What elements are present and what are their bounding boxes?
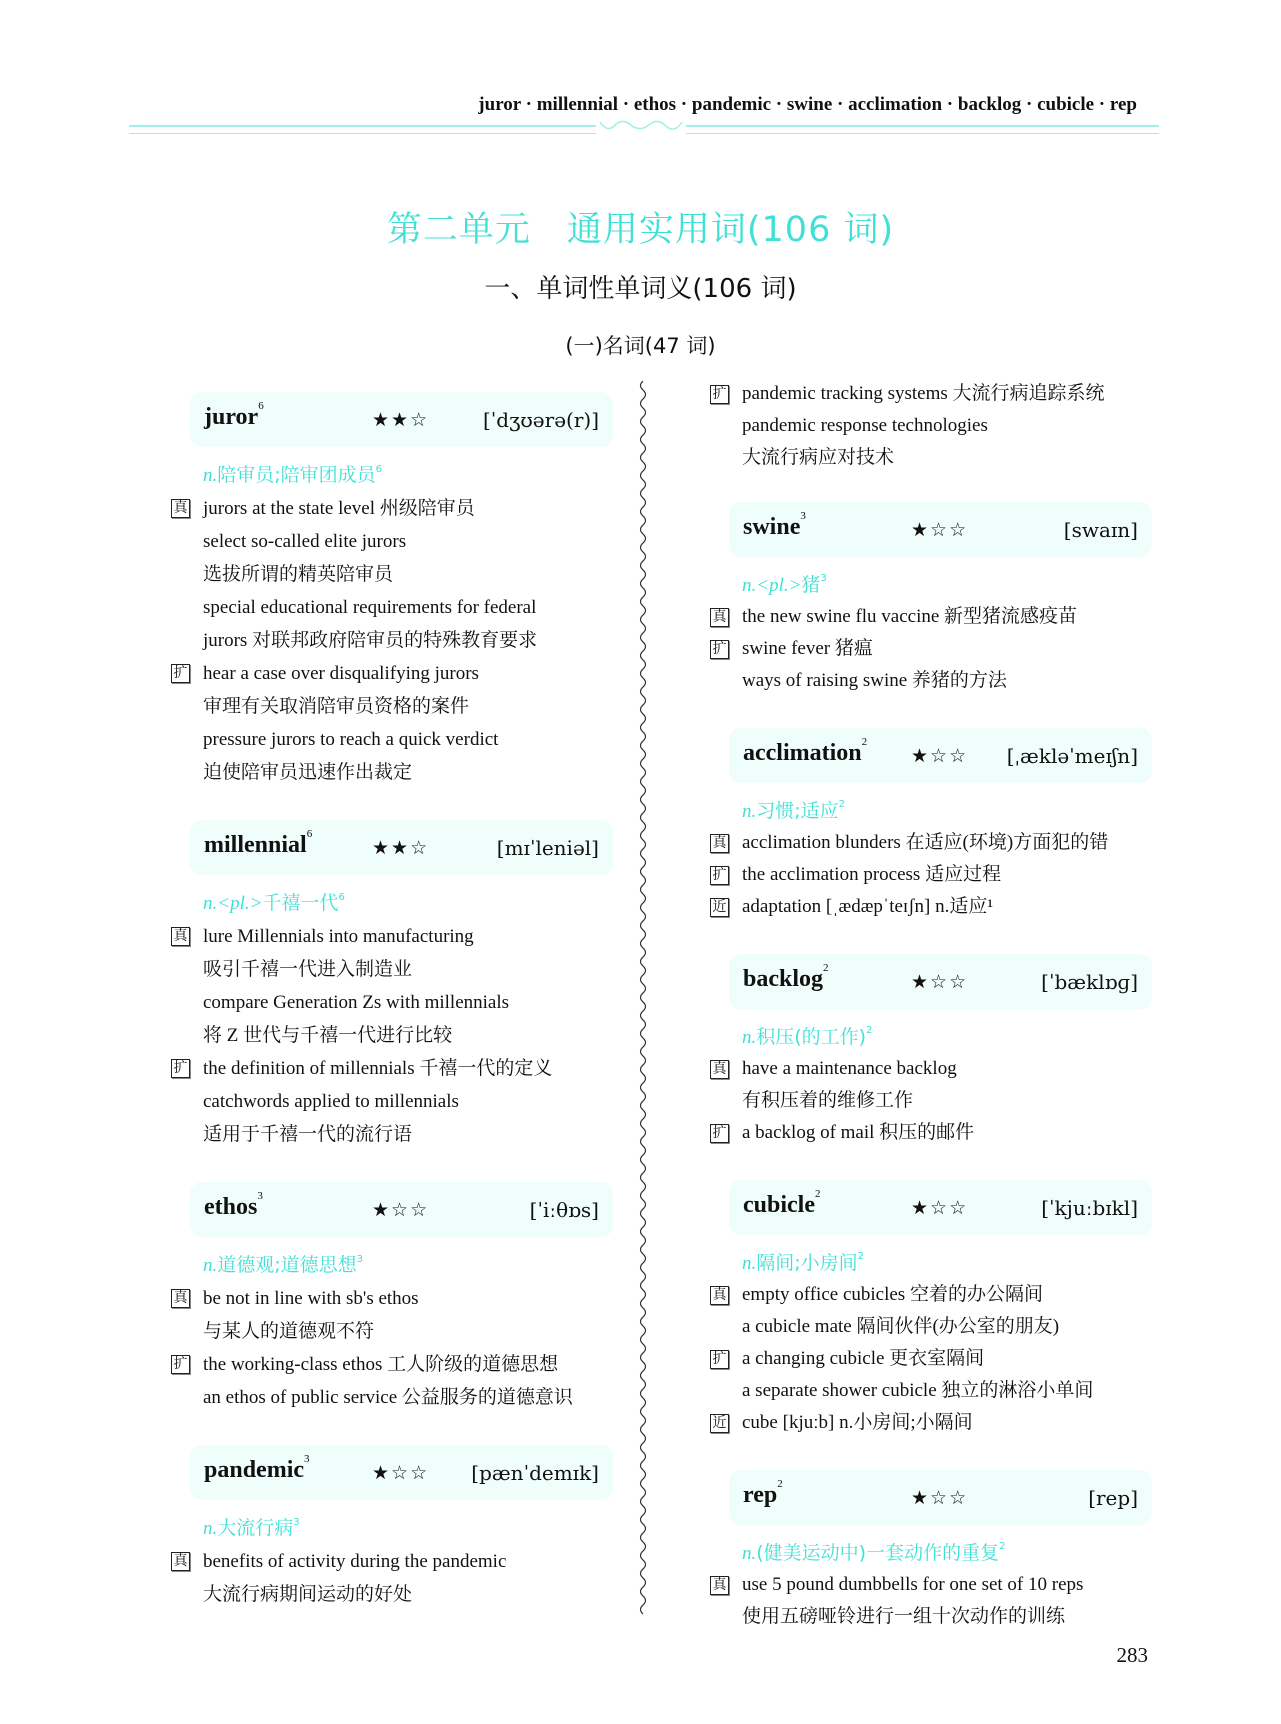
example-line <box>171 1085 621 1118</box>
example-tag-icon: 真 <box>171 1552 190 1571</box>
example-tag-icon: 扩 <box>710 1350 729 1369</box>
running-head: juror · millennial · ethos · pandemic · swine · acclimation · backlog · cubicle · rep <box>478 94 1137 115</box>
example-line <box>171 723 621 756</box>
example-line <box>710 1053 1160 1085</box>
headword <box>204 1453 310 1484</box>
example-text: jurors 对联邦政府陪审员的特殊教育要求 <box>203 630 538 651</box>
example-text: pressure jurors to reach a quick verdict <box>203 729 499 750</box>
definition-frequency: 3 <box>356 1254 364 1265</box>
left-column <box>171 392 621 1642</box>
example-line <box>710 1407 1160 1439</box>
star-rating: ★★☆ <box>372 837 430 859</box>
headword-frequency: 2 <box>823 962 829 974</box>
example-line <box>171 1118 621 1151</box>
example-line <box>710 859 1160 891</box>
headword-frequency: 2 <box>861 736 868 748</box>
example-text: hear a case over disqualifying jurors <box>203 663 479 684</box>
example-text: select so-called elite jurors <box>203 531 407 552</box>
example-line <box>710 891 1160 923</box>
headword-card <box>729 1470 1152 1525</box>
headword-text: rep <box>743 1482 778 1508</box>
headword <box>204 1190 263 1221</box>
example-line <box>171 1578 621 1611</box>
example-line <box>710 665 1160 697</box>
example-tag-icon: 真 <box>171 499 190 518</box>
example-text: 有积压着的维修工作 <box>742 1090 914 1111</box>
example-text: 选拔所谓的精英陪审员 <box>203 564 394 585</box>
definition-text: 隔间;小房间 <box>756 1252 858 1274</box>
headword-frequency: 2 <box>777 1478 783 1490</box>
example-text: a changing cubicle 更衣室隔间 <box>742 1348 985 1369</box>
right-column <box>710 378 1160 1664</box>
word-entry <box>710 728 1160 923</box>
example-text: be not in line with sb's ethos <box>203 1288 419 1309</box>
headword-frequency: 3 <box>800 510 806 522</box>
phonetic: [rep] <box>1088 1486 1138 1510</box>
example-text: swine fever 猪瘟 <box>742 638 873 659</box>
example-line <box>171 1019 621 1052</box>
unit-title: 第二单元 通用实用词(106 词) <box>386 210 895 250</box>
star-rating: ★☆☆ <box>911 1487 969 1509</box>
word-entry <box>710 502 1160 697</box>
headword-card <box>729 728 1152 783</box>
example-line <box>710 442 1160 474</box>
definition-frequency: 6 <box>338 892 345 903</box>
example-line <box>710 1375 1160 1407</box>
example-line <box>171 920 621 953</box>
example-text: 大流行病期间运动的好处 <box>203 1584 413 1605</box>
example-text: the definition of millennials 千禧一代的定义 <box>203 1058 553 1079</box>
headword <box>743 962 829 993</box>
headword-card <box>190 820 613 875</box>
example-line <box>710 633 1160 665</box>
example-text: empty office cubicles 空着的办公隔间 <box>742 1284 1043 1305</box>
headword-text: juror <box>204 404 259 430</box>
headword <box>204 828 313 859</box>
word-entry <box>171 392 621 789</box>
headword-frequency: 2 <box>815 1188 821 1200</box>
example-tag-icon: 真 <box>171 1289 190 1308</box>
example-text: 大流行病应对技术 <box>742 447 895 468</box>
word-entry <box>171 820 621 1151</box>
definition-text: 积压(的工作) <box>756 1026 867 1048</box>
word-entry <box>710 1180 1160 1439</box>
headword-text: millennial <box>204 832 307 858</box>
example-text: ways of raising swine 养猪的方法 <box>742 670 1007 691</box>
phonetic: [ˈiːθɒs] <box>529 1198 599 1222</box>
star-rating: ★☆☆ <box>372 1199 430 1221</box>
star-rating: ★☆☆ <box>911 745 969 767</box>
definition-text: 猪 <box>801 574 821 596</box>
example-text: 使用五磅哑铃进行一组十次动作的训练 <box>742 1606 1066 1627</box>
example-line <box>710 1343 1160 1375</box>
phonetic: [ˈdʒʊərə(r)] <box>483 408 599 432</box>
headword-card <box>729 502 1152 557</box>
headword-card <box>190 1182 613 1237</box>
example-line <box>710 1601 1160 1633</box>
headword-frequency: 3 <box>304 1453 310 1465</box>
headword-text: backlog <box>743 966 824 992</box>
headword <box>743 1478 783 1509</box>
example-text: lure Millennials into manufacturing <box>203 926 474 947</box>
star-rating: ★★☆ <box>372 409 430 431</box>
part-of-speech: n. <box>742 1543 757 1564</box>
example-text: the new swine flu vaccine 新型猪流感疫苗 <box>742 606 1078 627</box>
definition-text: 千禧一代 <box>262 892 339 914</box>
headword-text: ethos <box>204 1194 258 1220</box>
example-text: 适用于千禧一代的流行语 <box>203 1124 413 1145</box>
example-line <box>171 492 621 525</box>
headword-text: pandemic <box>204 1457 305 1483</box>
definition-frequency: 2 <box>999 1541 1006 1552</box>
phonetic: [ˌækləˈmeɪʃn] <box>1006 744 1138 768</box>
part-of-speech: n. <box>203 1255 218 1276</box>
headword-card <box>190 392 613 447</box>
example-line <box>710 1569 1160 1601</box>
definition <box>710 1247 1160 1279</box>
example-tag-icon: 扩 <box>710 1124 729 1143</box>
star-rating: ★☆☆ <box>911 519 969 541</box>
example-line <box>710 1279 1160 1311</box>
example-tag-icon: 真 <box>710 1286 729 1305</box>
headword-text: swine <box>743 514 801 540</box>
example-text: have a maintenance backlog <box>742 1058 957 1079</box>
definition-text: 陪审员;陪审团成员 <box>217 464 376 486</box>
example-tag-icon: 近 <box>710 898 729 917</box>
phonetic: [pænˈdemɪk] <box>471 1461 599 1485</box>
part-of-speech: n.<pl.> <box>203 893 263 914</box>
example-line <box>171 558 621 591</box>
example-line <box>710 378 1160 410</box>
example-text: an ethos of public service 公益服务的道德意识 <box>203 1387 573 1408</box>
example-line <box>710 1085 1160 1117</box>
subtitle: 一、单词性单词义(106 词) <box>484 274 797 304</box>
word-entry <box>710 1470 1160 1633</box>
example-tag-icon: 扩 <box>710 385 729 404</box>
definition-text: 道德观;道德思想 <box>217 1254 357 1276</box>
headword-text: acclimation <box>743 740 862 766</box>
example-tag-icon: 扩 <box>710 640 729 659</box>
part-of-speech: n.<pl.> <box>742 575 802 596</box>
definition-frequency: 6 <box>375 464 383 475</box>
example-text: 与某人的道德观不符 <box>203 1321 375 1342</box>
example-tag-icon: 真 <box>171 927 190 946</box>
example-text: 将 Z 世代与千禧一代进行比较 <box>203 1025 453 1046</box>
example-text: a backlog of mail 积压的邮件 <box>742 1122 975 1143</box>
example-line <box>171 1545 621 1578</box>
headword-frequency: 6 <box>306 828 313 840</box>
word-entry <box>171 1445 621 1611</box>
definition-text: 大流行病 <box>217 1517 294 1539</box>
headword-frequency: 3 <box>257 1190 263 1202</box>
definition-text: 习惯;适应 <box>756 800 839 822</box>
example-tag-icon: 真 <box>710 1060 729 1079</box>
example-text: the working-class ethos 工人阶级的道德思想 <box>203 1354 559 1375</box>
part-of-speech: n. <box>742 1253 757 1274</box>
headword <box>204 400 264 431</box>
headword-card <box>190 1445 613 1500</box>
phonetic: [swaɪn] <box>1063 518 1138 542</box>
example-tag-icon: 扩 <box>171 1059 190 1078</box>
headword-text: cubicle <box>743 1192 815 1218</box>
definition <box>171 887 621 920</box>
example-tag-icon: 扩 <box>171 664 190 683</box>
phonetic: [ˈkjuːbɪkl] <box>1041 1196 1138 1220</box>
example-line <box>171 690 621 723</box>
example-text: catchwords applied to millennials <box>203 1091 459 1112</box>
definition <box>710 1537 1160 1569</box>
example-text: a separate shower cubicle 独立的淋浴小单间 <box>742 1380 1094 1401</box>
example-tag-icon: 近 <box>710 1414 729 1433</box>
example-line <box>171 1282 621 1315</box>
example-line <box>171 1381 621 1414</box>
definition <box>710 569 1160 601</box>
example-text: use 5 pound dumbbells for one set of 10 reps <box>742 1574 1084 1595</box>
example-line <box>171 1052 621 1085</box>
example-line <box>171 1315 621 1348</box>
example-line <box>171 624 621 657</box>
definition-frequency: 3 <box>293 1517 300 1528</box>
word-entry <box>710 954 1160 1149</box>
headword-card <box>729 1180 1152 1235</box>
definition <box>171 459 621 492</box>
part-of-speech: n. <box>742 801 757 822</box>
headword <box>743 1188 821 1219</box>
example-text: pandemic response technologies <box>742 415 988 436</box>
example-line <box>171 657 621 690</box>
example-line <box>710 1311 1160 1343</box>
definition-frequency: 2 <box>857 1251 865 1262</box>
continued-entry <box>710 378 1160 474</box>
example-line <box>171 1348 621 1381</box>
example-line <box>710 827 1160 859</box>
example-text: special educational requirements for federal <box>203 597 537 618</box>
definition-frequency: 3 <box>820 573 827 584</box>
example-line <box>710 601 1160 633</box>
example-line <box>710 410 1160 442</box>
example-tag-icon: 真 <box>710 1576 729 1595</box>
example-text: the acclimation process 适应过程 <box>742 864 1002 885</box>
phonetic: [mɪˈleniəl] <box>496 836 599 860</box>
example-text: acclimation blunders 在适应(环境)方面犯的错 <box>742 832 1109 853</box>
example-text: jurors at the state level 州级陪审员 <box>203 498 475 519</box>
headword-frequency: 6 <box>258 400 264 412</box>
example-text: a cubicle mate 隔间伙伴(办公室的朋友) <box>742 1316 1060 1337</box>
example-text: adaptation [ˌædæpˈteɪʃn] n.适应¹ <box>742 896 994 917</box>
header-ornament-icon <box>596 118 686 134</box>
example-text: 吸引千禧一代进入制造业 <box>203 959 413 980</box>
part-of-speech: n. <box>203 465 218 486</box>
example-text: compare Generation Zs with millennials <box>203 992 510 1013</box>
example-line <box>710 1117 1160 1149</box>
example-tag-icon: 真 <box>710 608 729 627</box>
example-line <box>171 756 621 789</box>
definition <box>710 1021 1160 1053</box>
example-line <box>171 591 621 624</box>
example-line <box>171 525 621 558</box>
definition <box>171 1512 621 1545</box>
word-entry <box>171 1182 621 1414</box>
example-text: pandemic tracking systems 大流行病追踪系统 <box>742 383 1105 404</box>
page-number: 283 <box>1116 1643 1148 1667</box>
star-rating: ★☆☆ <box>911 971 969 993</box>
example-tag-icon: 真 <box>710 834 729 853</box>
definition <box>710 795 1160 827</box>
example-text: cube [kjuːb] n.小房间;小隔间 <box>742 1412 973 1433</box>
part-of-speech: n. <box>742 1027 757 1048</box>
wavy-column-divider <box>632 381 654 1616</box>
headword <box>743 510 806 541</box>
section-heading: (一)名词(47 词) <box>565 334 716 358</box>
example-tag-icon: 扩 <box>710 866 729 885</box>
star-rating: ★☆☆ <box>372 1462 430 1484</box>
example-line <box>171 986 621 1019</box>
example-text: 迫使陪审员迅速作出裁定 <box>203 762 413 783</box>
definition-frequency: 2 <box>838 799 846 810</box>
example-line <box>171 953 621 986</box>
headword <box>743 736 868 767</box>
part-of-speech: n. <box>203 1518 218 1539</box>
example-text: 审理有关取消陪审员资格的案件 <box>203 696 470 717</box>
example-tag-icon: 扩 <box>171 1355 190 1374</box>
star-rating: ★☆☆ <box>911 1197 969 1219</box>
example-text: benefits of activity during the pandemic <box>203 1551 507 1572</box>
definition-frequency: 2 <box>866 1025 873 1036</box>
definition <box>171 1249 621 1282</box>
phonetic: [ˈbæklɒɡ] <box>1041 970 1138 994</box>
headword-card <box>729 954 1152 1009</box>
definition-text: (健美运动中)一套动作的重复 <box>756 1542 1000 1564</box>
